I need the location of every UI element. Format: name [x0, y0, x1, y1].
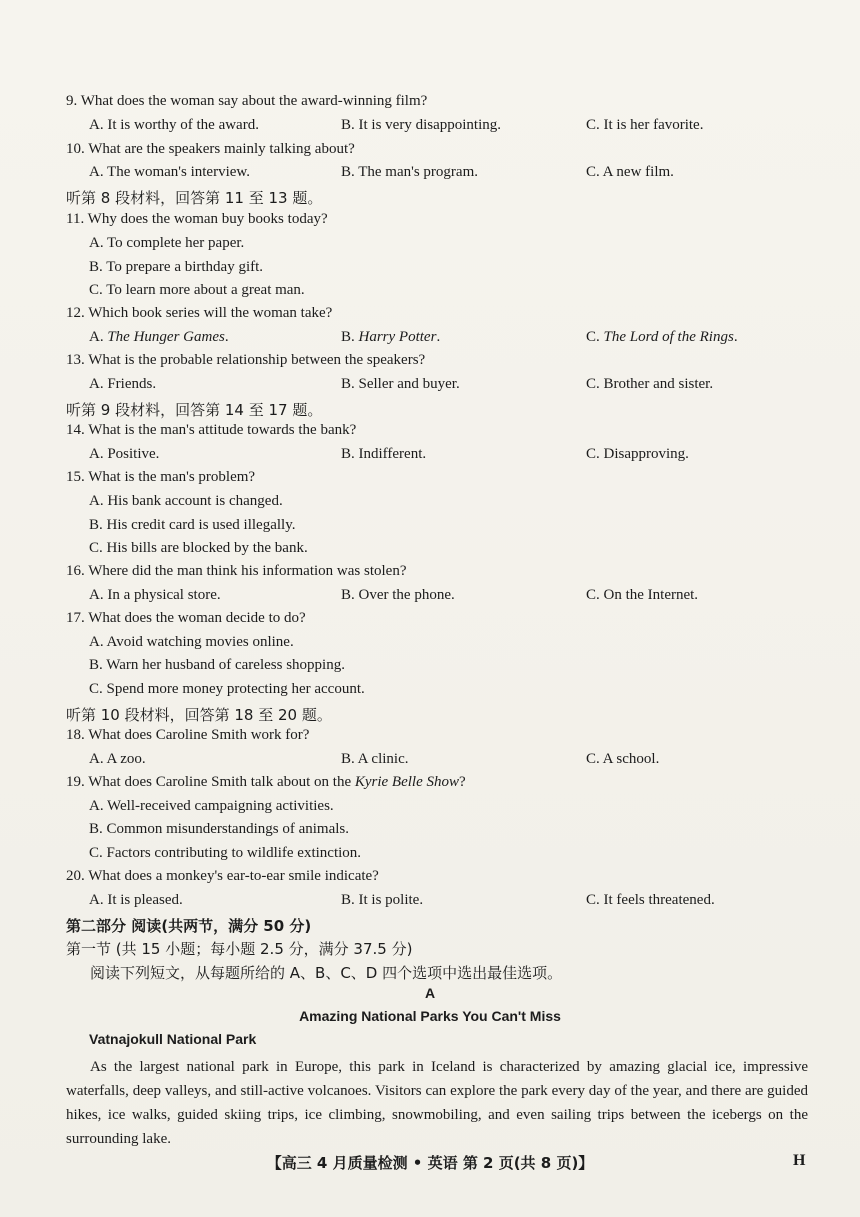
section-header-10: 听第 10 段材料，回答第 18 至 20 题。 — [66, 706, 332, 724]
option-14b: B. Indifferent. — [341, 446, 427, 462]
option-17c: C. Spend more money protecting her account. — [89, 681, 365, 697]
park-name: Vatnajokull National Park — [89, 1031, 257, 1047]
option-18a: A. A zoo. — [89, 751, 146, 767]
option-14a: A. Positive. — [89, 446, 160, 462]
option-19b: B. Common misunderstandings of animals. — [89, 821, 349, 837]
question-17: 17. What does the woman decide to do? — [66, 610, 306, 626]
option-9c: C. It is her favorite. — [586, 117, 704, 133]
option-18b: B. A clinic. — [341, 751, 409, 767]
option-10b: B. The man's program. — [341, 164, 478, 180]
section1-heading: 第一节 (共 15 小题；每小题 2.5 分，满分 37.5 分) — [66, 940, 413, 958]
option-12c-title: The Lord of the Rings — [603, 329, 734, 345]
option-19c: C. Factors contributing to wildlife extinction. — [89, 845, 362, 861]
passage-paragraph-text: As the largest national park in Europe, this park in Iceland is characterized by amazing glacial ice, impressive waterfalls, deep valleys, and still-active volcanoes. Visitors can explore the park every day of the year, and there are guided hikes, ice walks, guided skiing trips, ice climbing, snowmobiling, and even sailing trips between the icebergs on the surrounding lake. — [66, 1059, 808, 1147]
passage-paragraph — [66, 1055, 808, 1151]
option-9a: A. It is worthy of the award. — [89, 117, 259, 133]
option-10c: C. A new film. — [586, 164, 674, 180]
option-14c: C. Disapproving. — [586, 446, 689, 462]
question-9: 9. What does the woman say about the award-winning film? — [66, 93, 428, 109]
question-12: 12. Which book series will the woman take? — [66, 305, 333, 321]
version-mark: H — [793, 1152, 806, 1169]
option-15c: C. His bills are blocked by the bank. — [89, 540, 308, 556]
option-11c: C. To learn more about a great man. — [89, 282, 305, 298]
option-11a: A. To complete her paper. — [89, 235, 245, 251]
question-19: 19. What does Caroline Smith talk about on the Kyrie Belle Show? — [66, 774, 466, 790]
option-15b: B. His credit card is used illegally. — [89, 517, 296, 533]
passage-letter: A — [424, 985, 436, 1001]
option-10a: A. The woman's interview. — [89, 164, 251, 180]
page-footer: 【高三 4 月质量检测 • 英语 第 2 页(共 8 页)】 — [266, 1154, 594, 1172]
option-16a: A. In a physical store. — [89, 587, 221, 603]
option-20b: B. It is polite. — [341, 892, 424, 908]
option-13b: B. Seller and buyer. — [341, 376, 460, 392]
section-header-9: 听第 9 段材料，回答第 14 至 17 题。 — [66, 401, 323, 419]
option-12b-title: Harry Potter — [358, 329, 437, 345]
option-12c: C. The Lord of the Rings. — [586, 329, 738, 345]
option-17a: A. Avoid watching movies online. — [89, 634, 294, 650]
option-20c: C. It feels threatened. — [586, 892, 715, 908]
show-name: Kyrie Belle Show — [354, 774, 460, 790]
option-12b: B. Harry Potter. — [341, 329, 441, 345]
option-19a: A. Well-received campaigning activities. — [89, 798, 334, 814]
question-10: 10. What are the speakers mainly talking about? — [66, 141, 355, 157]
reading-instruction: 阅读下列短文，从每题所给的 A、B、C、D 四个选项中选出最佳选项。 — [90, 964, 563, 982]
option-16c: C. On the Internet. — [586, 587, 699, 603]
option-12a: A. The Hunger Games. — [89, 329, 229, 345]
question-20: 20. What does a monkey's ear-to-ear smile indicate? — [66, 868, 379, 884]
option-13c: C. Brother and sister. — [586, 376, 714, 392]
option-9b: B. It is very disappointing. — [341, 117, 501, 133]
option-15a: A. His bank account is changed. — [89, 493, 283, 509]
question-14: 14. What is the man's attitude towards the bank? — [66, 422, 357, 438]
question-15: 15. What is the man's problem? — [66, 469, 256, 485]
option-11b: B. To prepare a birthday gift. — [89, 259, 264, 275]
option-18c: C. A school. — [586, 751, 660, 767]
option-20a: A. It is pleased. — [89, 892, 183, 908]
option-12a-title: The Hunger Games — [107, 329, 225, 345]
question-16: 16. Where did the man think his information was stolen? — [66, 563, 407, 579]
section-header-8: 听第 8 段材料，回答第 11 至 13 题。 — [66, 189, 323, 207]
part2-heading: 第二部分 阅读(共两节，满分 50 分) — [66, 917, 312, 935]
question-11: 11. Why does the woman buy books today? — [66, 211, 328, 227]
option-16b: B. Over the phone. — [341, 587, 455, 603]
question-13: 13. What is the probable relationship between the speakers? — [66, 352, 426, 368]
option-17b: B. Warn her husband of careless shopping. — [89, 657, 345, 673]
passage-title: Amazing National Parks You Can't Miss — [299, 1008, 561, 1024]
question-18: 18. What does Caroline Smith work for? — [66, 727, 310, 743]
option-13a: A. Friends. — [89, 376, 157, 392]
